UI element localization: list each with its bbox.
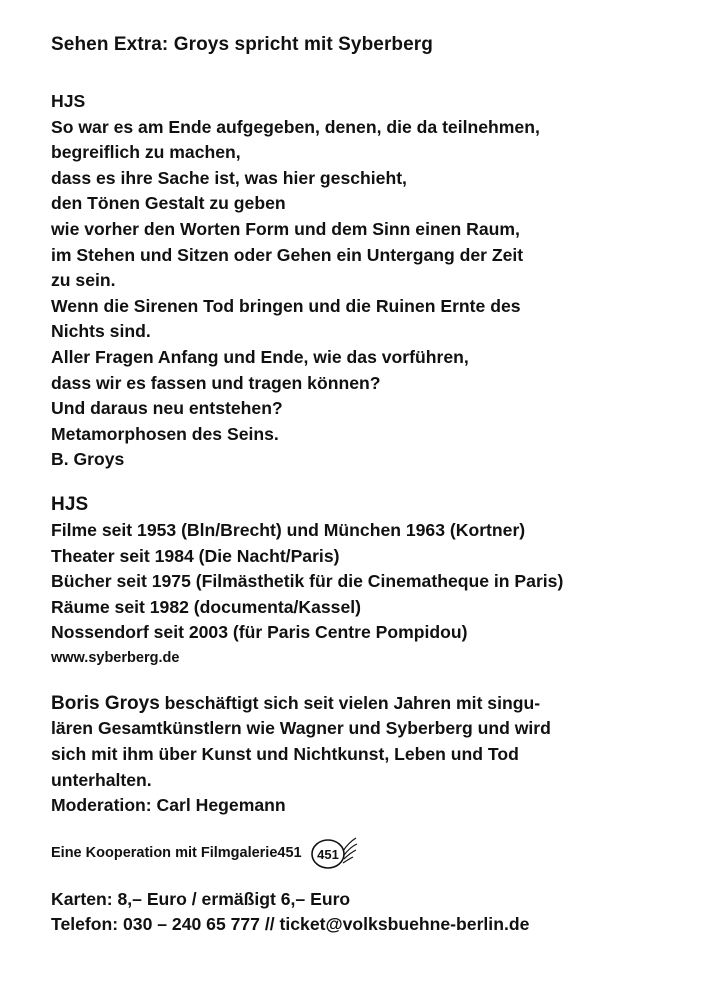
poem-line: Wenn die Sirenen Tod bringen und die Ruinen Ernte des	[51, 295, 521, 316]
poem-line: zu sein.	[51, 270, 116, 291]
hjs-bio-line: Räume seit 1982 (documenta/Kassel)	[51, 596, 361, 617]
groys-section	[51, 691, 691, 819]
poem-line: Aller Fragen Anfang und Ende, wie das vorführen,	[51, 346, 469, 367]
poem-line: begreiflich zu machen,	[51, 142, 241, 163]
poem-line: dass wir es fassen und tragen können?	[51, 372, 381, 393]
poem-signature: B. Groys	[51, 449, 125, 470]
poem-line: Nichts sind.	[51, 321, 151, 342]
hjs-heading: HJS	[51, 493, 89, 515]
ticket-prices: Karten: 8,– Euro / ermäßigt 6,– Euro	[51, 888, 351, 909]
poem-line: Metamorphosen des Seins.	[51, 423, 279, 444]
poem-line: wie vorher den Worten Form und dem Sinn einen Raum,	[51, 218, 520, 239]
poem-line: im Stehen und Sitzen oder Gehen ein Untergang der Zeit	[51, 244, 524, 265]
hjs-bio-line: Filme seit 1953 (Bln/Brecht) und München 1963 (Kortner)	[51, 519, 526, 540]
ticket-contact: Telefon: 030 – 240 65 777 // ticket@volksbuehne-berlin.de	[51, 914, 530, 935]
cooperation-text: Eine Kooperation mit Filmgalerie451	[51, 844, 302, 861]
filmgalerie451-logo-icon	[309, 835, 359, 871]
poem-line: dass es ihre Sache ist, was hier geschieht,	[51, 167, 407, 188]
poem-line: So war es am Ende aufgegeben, denen, die da teilnehmen,	[51, 116, 540, 137]
groys-intro-rest: beschäftigt sich seit vielen Jahren mit singu-	[159, 692, 541, 713]
poem-section	[51, 89, 691, 473]
poem-line: den Tönen Gestalt zu geben	[51, 193, 286, 214]
document-page	[51, 32, 691, 938]
groys-name: Boris Groys	[51, 692, 160, 714]
groys-text-line: unterhalten.	[51, 769, 152, 790]
hjs-bio-line: Theater seit 1984 (Die Nacht/Paris)	[51, 545, 340, 566]
tickets-section	[51, 887, 691, 938]
groys-intro-line	[51, 691, 691, 717]
logo-text: 451	[316, 846, 339, 862]
poem-line: Und daraus neu entstehen?	[51, 398, 283, 419]
groys-text-line: sich mit ihm über Kunst und Nichtkunst, Leben und Tod	[51, 744, 519, 765]
moderation-line: Moderation: Carl Hegemann	[51, 795, 286, 816]
hjs-bio-line: Bücher seit 1975 (Filmästhetik für die Cinematheque in Paris)	[51, 571, 564, 592]
groys-text-line: lären Gesamtkünstlern wie Wagner und Syberberg und wird	[51, 718, 551, 739]
page-title: Sehen Extra: Groys spricht mit Syberberg	[51, 34, 434, 55]
cooperation-section	[51, 833, 691, 873]
syberberg-website-link[interactable]: www.syberberg.de	[51, 649, 180, 666]
hjs-bio-section	[51, 492, 691, 670]
hjs-bio-line: Nossendorf seit 2003 (für Paris Centre Pompidou)	[51, 622, 468, 643]
poem-author-tag: HJS	[51, 91, 86, 111]
